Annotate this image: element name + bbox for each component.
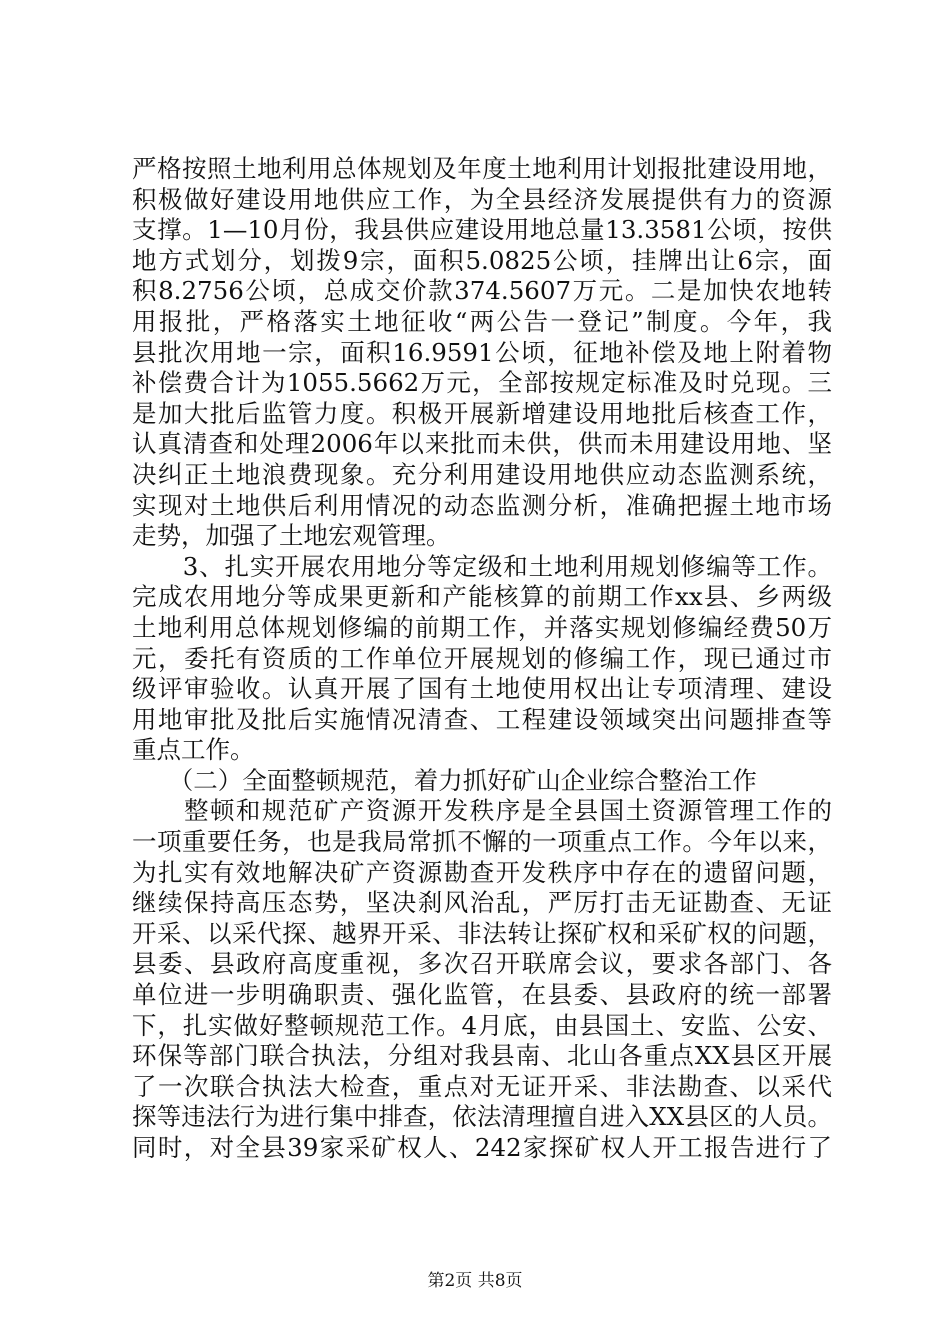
text-line: 用报批，严格落实土地征收“两公告一登记”制度。今年，我 (132, 306, 832, 336)
text-line: 积8.2756公顷，总成交价款374.5607万元。二是加快农地转 (132, 276, 832, 306)
text-line: 县批次用地一宗，面积16.9591公顷，征地补偿及地上附着物 (132, 337, 832, 367)
section-heading: （二）全面整顿规范，着力抓好矿山企业综合整治工作 (132, 765, 757, 795)
text-line: 环保等部门联合执法，分组对我县南、北山各重点XX县区开展 (132, 1041, 832, 1071)
text-line: 补偿费合计为1055.5662万元，全部按规定标准及时兑现。三 (132, 368, 832, 398)
text-line: 继续保持高压态势，坚决刹风治乱，严厉打击无证勘查、无证 (132, 888, 832, 918)
text-line: 探等违法行为进行集中排查，依法清理擅自进入XX县区的人员。 (132, 1102, 832, 1132)
text-line: 支撑。1—10月份，我县供应建设用地总量13.3581公顷，按供 (132, 215, 832, 245)
text-line: 积极做好建设用地供应工作，为全县经济发展提供有力的资源 (132, 184, 832, 214)
text-line: 单位进一步明确职责、强化监管，在县委、县政府的统一部署 (132, 980, 832, 1010)
text-line: 一项重要任务，也是我局常抓不懈的一项重点工作。今年以来， (132, 827, 832, 857)
text-line: 开采、以采代探、越界开采、非法转让探矿权和采矿权的问题， (132, 918, 832, 948)
page-footer: 第2页 共8页 (427, 1271, 523, 1291)
text-line: 为扎实有效地解决矿产资源勘查开发秩序中存在的遗留问题， (132, 857, 832, 887)
text-line: 走势，加强了土地宏观管理。 (132, 521, 451, 551)
text-line: 严格按照土地利用总体规划及年度土地利用计划报批建设用地， (132, 154, 832, 183)
text-line: 3、扎实开展农用地分等定级和土地利用规划修编等工作。 (132, 551, 832, 581)
text-line: 级评审验收。认真开展了国有土地使用权出让专项清理、建设 (132, 674, 832, 704)
text-line: 用地审批及批后实施情况清查、工程建设领域突出问题排查等 (132, 704, 832, 734)
text-line: 同时，对全县39家采矿权人、242家探矿权人开工报告进行了 (132, 1133, 832, 1162)
text-line: 是加大批后监管力度。积极开展新增建设用地批后核查工作， (132, 398, 832, 428)
text-line: 实现对土地供后利用情况的动态监测分析，准确把握土地市场 (132, 490, 832, 520)
text-line: 认真清查和处理2006年以来批而未供，供而未用建设用地、坚 (132, 429, 832, 459)
text-line: 决纠正土地浪费现象。充分利用建设用地供应动态监测系统， (132, 459, 832, 489)
text-line: 了一次联合执法大检查，重点对无证开采、非法勘查、以采代 (132, 1071, 832, 1101)
text-line: 完成农用地分等成果更新和产能核算的前期工作xx县、乡两级 (132, 582, 832, 612)
text-line: 元，委托有资质的工作单位开展规划的修编工作，现已通过市 (132, 643, 832, 673)
text-line: 地方式划分，划拨9宗，面积5.0825公顷，挂牌出让6宗，面 (132, 245, 832, 275)
text-line: 县委、县政府高度重视，多次召开联席会议，要求各部门、各 (132, 949, 832, 979)
text-line: 下，扎实做好整顿规范工作。4月底，由县国土、安监、公安、 (132, 1010, 832, 1040)
body-text (132, 154, 832, 1164)
text-line: 重点工作。 (132, 735, 255, 765)
text-line: 土地利用总体规划修编的前期工作，并落实规划修编经费50万 (132, 612, 832, 642)
text-line: 整顿和规范矿产资源开发秩序是全县国土资源管理工作的 (132, 796, 832, 826)
